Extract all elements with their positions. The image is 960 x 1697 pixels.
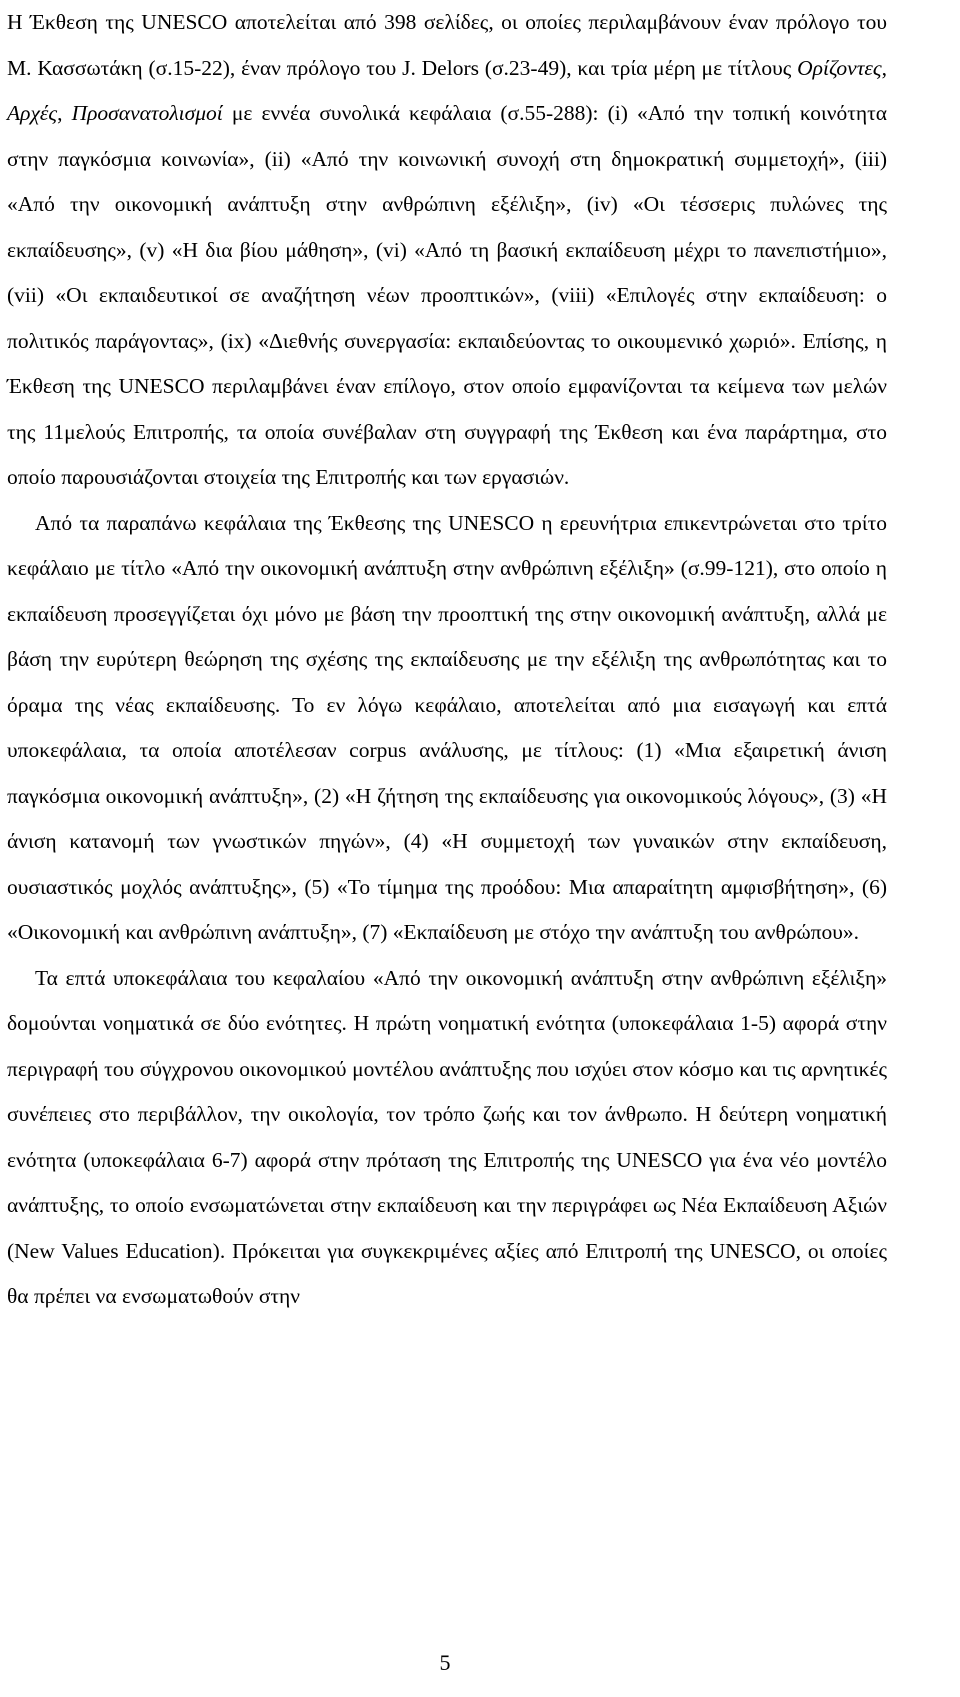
p2-text: Από τα παραπάνω κεφάλαια της Έκθεσης της UNESCO η ερευνήτρια επικεντρώνεται στο τρίτο κεφάλαιο με τίτλο «Από την οικονομική ανάπτυξη στην ανθρώπινη εξέλιξη» (σ.99-121), στο οποίο η εκπαίδευση προσεγγίζεται όχι μόνο με βάση την προοπτική της στην οικονομική ανάπτυξη, αλλά με βάση την ευρύτερη θεώρηση της σχέσης της εκπαίδευσης με την εξέλιξη της ανθρωπότητας και το όραμα της νέας εκπαίδευσης. Το εν λόγω κεφάλαιο, αποτελείται από μια εισαγωγή και επτά υποκεφάλαια, τα οποία αποτέλεσαν corpus ανάλυσης, με τίτλους: (1) «Μια εξαιρετική άνιση παγκόσμια οικονομική ανάπτυξη», (2) «Η ζήτηση της εκπαίδευσης για οικονομικούς λόγους», (3) «Η άνιση κατανομή των γνωστικών πηγών», (4) «Η συμμετοχή των γυναικών στην εκπαίδευση, ουσιαστικός μοχλός ανάπτυξης», (5) «Το τίμημα της προόδου: Μια απαραίτητη αμφισβήτηση», (6) «Οικονομική και ανθρώπινη ανάπτυξη», (7) «Εκπαίδευση με στόχο την ανάπτυξη του ανθρώπου». — [7, 510, 887, 944]
body-text — [7, 0, 887, 1320]
paragraph-1 — [7, 0, 887, 501]
paragraph-3 — [7, 956, 887, 1320]
p1-title-principles: Αρχές — [7, 101, 58, 125]
p1-title-horizons: Ορίζοντες — [797, 55, 882, 80]
p3-text: Τα επτά υποκεφάλαια του κεφαλαίου «Από την οικονομική ανάπτυξη στην ανθρώπινη εξέλιξη» δομούνται νοηματικά σε δύο ενότητες. Η πρώτη νοηματική ενότητα (υποκεφάλαια 1-5) αφορά στην περιγραφή του σύγχρονου οικονομικού μοντέλου ανάπτυξης που ισχύει στον κόσμο και τις αρνητικές συνέπειες στο περιβάλλον, την οικολογία, τον τρόπο ζωής και τον άνθρωπο. Η δεύτερη νοηματική ενότητα (υποκεφάλαια 6-7) αφορά στην πρόταση της Επιτροπής της UNESCO για ένα νέο μοντέλο ανάπτυξης, το οποίο ενσωματώνεται στην εκπαίδευση και την περιγράφει ως Νέα Εκπαίδευση Αξιών (New Values Education). Πρόκειται για συγκεκριμένες αξίες από Επιτροπή της UNESCO, οι οποίες θα πρέπει να ενσωματωθούν στην — [7, 965, 887, 1308]
paragraph-2 — [7, 501, 887, 956]
p1-text-a: Η Έκθεση της UNESCO αποτελείται από 398 σελίδες, οι οποίες περιλαμβάνουν έναν πρόλογο του Μ. Κασσωτάκη (σ.15-22), έναν πρόλογο του J. Delors (σ.23-49), και τρία μέρη με τίτλους — [7, 10, 887, 80]
p1-sep-1: , — [881, 55, 887, 80]
p1-text-b: με εννέα συνολικά κεφάλαια (σ.55-288): (i) «Από την τοπική κοινότητα στην παγκόσμια κοινωνία», (ii) «Από την κοινωνική συνοχή στη δημοκρατική συμμετοχή», (iii) «Από την οικονομική ανάπτυξη στην ανθρώπινη εξέλιξη», (iv) «Οι τέσσερις πυλώνες της εκπαίδευσης», (v) «Η δια βίου μάθηση», (vi) «Από τη βασική εκπαίδευση μέχρι το πανεπιστήμιο», (vii) «Οι εκπαιδευτικοί σε αναζήτηση νέων προοπτικών», (viii) «Επιλογές στην εκπαίδευση: ο πολιτικός παράγοντας», (ix) «Διεθνής συνεργασία: εκπαιδεύοντας το οικουμενικό χωριό». Επίσης, η Έκθεση της UNESCO περιλαμβάνει έναν επίλογο, στον οποίο εμφανίζονται τα κείμενα των μελών της 11μελούς Επιτροπής, τα οποία συνέβαλαν στη συγγραφή της Έκθεση και ένα παράρτημα, στο οποίο παρουσιάζονται στοιχεία της Επιτροπής και των εργασιών. — [7, 101, 887, 489]
page-number: 5 — [439, 1650, 451, 1675]
p1-title-orientations: Προσανατολισμοί — [71, 101, 223, 125]
p1-sep-2: , — [57, 101, 72, 125]
